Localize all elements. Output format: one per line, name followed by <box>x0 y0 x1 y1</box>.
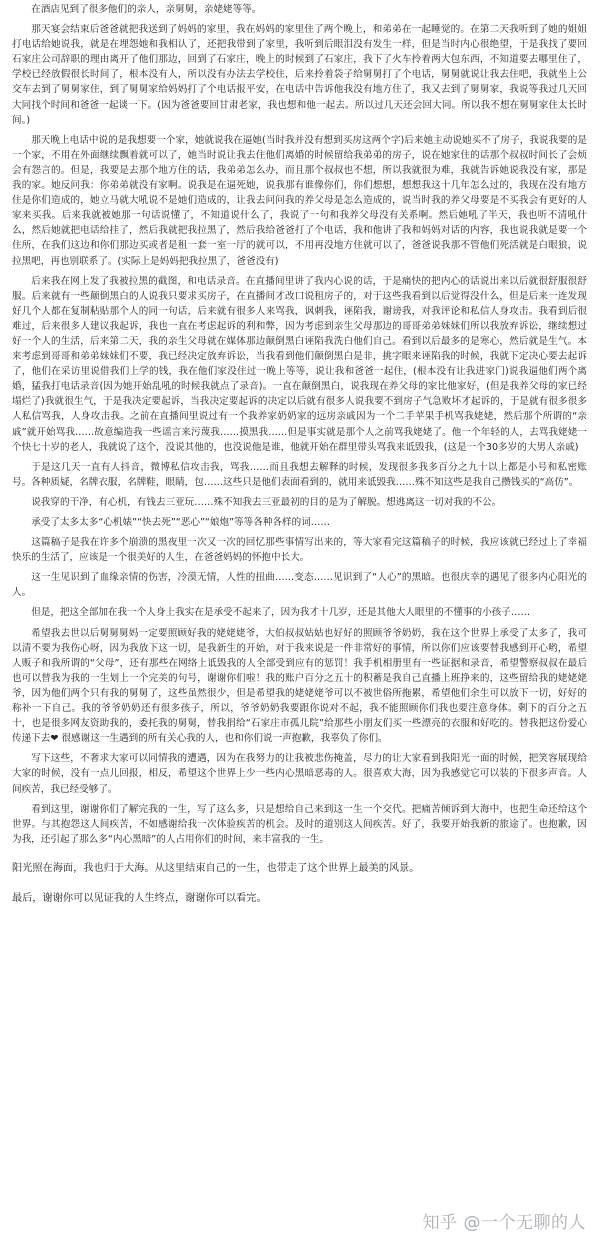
paragraph: 后来我在网上发了我被拉黑的截图，和电话录音。在直播间里讲了我内心说的话，于是痛快的把内心的话说出来以后就很舒服很舒服。后来就有一些颠倒黑白的人说我只要求买房子，在直播间才改口说租房子的，对于这些我看到以后觉得没什么，但是后来一连发现好几个人都在复制粘贴那个人的同一句话，后来就有很多人来骂我，讽刺我，诬陷我，谢谤我，对我评论和私信人身攻击。我看到后很难过，后来很多人建议我起诉，我也一直在考虑起诉的利和弊，因为考虑到亲生父母那边的哥哥弟弟妹妹们所以我放弃诉讼，继续想过好一个人的生活，后来第二天，我的亲生父母就在媒体那边颠倒黑白诬陷我洗白他们自己。看到以后最多的是寒心，然后就是生气。本来考虑到哥哥和弟弟妹妹们不要，我已经决定放弃诉讼，当我看到他们颠倒黑白是非，挑字眼来诬陷我的时候，我就下定决心要去起诉了，他们在采访里说借我们上学的钱，我在他们家没住过一晚上等等，说让我和爸爸一起住，(根本没有让我进家门)说我逼他们两个离婚，猛我打电话录音(因为她开始乱吼的时候我就点了录音)。一直在颠倒黑白，说我现在养父母的家比他家好，(但是我养父母的家已经塌烂了)我就很生气，于是我决定要起诉，当我决定要起诉的决定以后就有很多人说我要不到房子气急败坏才起诉的，于是就有很多很多人私信骂我，人身攻击我。之前在直播间里说过有一个我养家奶奶家的远房亲戚因为一个二手苹果手机骂我姥姥，然后那个所谓的“亲戚”就开始骂我……故意编造我一些谣言来污蔑我……摸黑我……但是事实就是那个人之前骂我姥姥了。他一个年轻的人，去骂我姥姥一个快七十岁的老人，我就说了这个，没说其他的，也没说他是谁，他就开始在群里带头骂我来诋毁我，(这是一个30多岁的大男人亲戚) <box>12 275 587 453</box>
document-body <box>12 2 587 912</box>
paragraph: 看到这里，谢谢你们了解完我的一生，写了这么多，只是想给自己来到这一生一个交代。把痛苦倾诉到大海中，也把生命还给这个世界。与其抱怨这人间疾苦，不如感谢给我一次体验疾苦的机会。及时的道别这人间疾苦。好了，我要开始我新的旅途了。也抱歉，因为我，还引起了那么多“内心黑暗”的人占用你们的时间，来丰富我的一生。 <box>12 803 587 845</box>
paragraph: 希望我去世以后舅舅舅妈一定要照顾好我的姥姥姥爷，大伯叔叔姑姑也好好的照顾爷爷奶奶，我在这个世界上承受了太多了，我可以清不要为我伤心呀，因为我放下这一切，是我新生的开始，对于我来说是一件非常好的事情，所以你们应该要替我感到开心哟，希望人贩子和我所谓的“父母”，还有那些在网络上诋毁我的人全部受到应有的惩罚！我手机相册里有一些证据和录音，希望警察叔叔在最后也可以替我为我的一生划上一个完美的句号，谢谢你们啦！我的账户百分之五十的积蓄是我自己直播上班挣来的，这些留给我的姥姥姥爷，因为他们两个只有我的舅舅了，这些虽然很少，但是希望我的姥姥姥爷可以不被世俗所拖累，希望他们余生可以放下一切，好好的称补一下自己。我的爷爷奶奶还有很多孩子，所以，爷爷奶奶我要跟你说对不起，我不能照顾你们我也要注意身体。剩下的百分之五十，也是很多网友资助我的，委托我的舅舅，替我捐给“石家庄市孤儿院”给那些小朋友们买一些漂亮的衣服和好吃的。替我把这份爱心传递下去❤ 很感谢这一生遇到的所有关心我的人，也和你们说一声抱歉，我辜负了你们。 <box>12 627 587 745</box>
paragraph: 那天宴会结束后爸爸就把我送到了妈妈的家里，我在妈妈的家里住了两个晚上，和弟弟在一起睡觉的。在第二天我听到了她的姐姐打电话给她说我，就是在埋怨她和我相认了，还把我带到了家里，我听到后眼泪没有发生一样，但是当时内心很绝望，于是我找了要回石家庄公司辞职的理由离开了他们那边，回到了石家庄，晚上的时候到了石家庄，我下了火车拎着两大包东西，不知道要去哪里住了，学校已经放假很长时间了，根本没有人，所以没有办法去学校住，后来拎着袋子给舅舅打了个电话，舅舅就说让我去住吧，我就坐上公交车去到了舅舅家住，到了舅舅家给妈妈打了个电话报平安，在电话中告诉他我没有地方住了，我又去到了舅舅家，我说等我过几天回大同找个时间和爸爸一起谈一下。(因为爸爸要回甘肃老家，我也想和他一起去。所以过几天还会回大同。所以我不想在舅舅家住太长时间。) <box>12 24 587 126</box>
closing-line: 最后，谢谢你可以见证我的人生终点，谢谢你可以看完。 <box>12 892 267 904</box>
paragraph: 写下这些，不奢求大家可以同情我的遭遇，因为在我努力的让我被悲伤掩盖，尽力的让大家看到我阳光一面的时候，把笑容展现给大家的时候，没有一点儿回报，相反，希望这个世界上少一些内心黑暗恶毒的人。很喜欢大海，因为我感觉它可以装的下很多声音。人间疾苦，我已经受够了。 <box>12 753 587 795</box>
closing-line: 阳光照在海面，我也归于大海。从这里结束自己的一生，也带走了这个世界上最美的风景。 <box>12 862 420 874</box>
spacer <box>12 882 587 890</box>
zhihu-watermark: 知乎 @一个无聊的人 <box>422 1213 586 1233</box>
paragraph: 于是这几天一直有人抖音，微博私信攻击我，骂我……而且我想去解释的时候，发现很多我多百分之九十以上都是小号和私密账号。各种质疑，名牌衣服，名牌鞋，眼睛，包……这些只是他们表面看到的，就用来诋毁我……殊不知这些是我自己攒钱买的“高仿”。 <box>12 461 587 488</box>
paragraph: 这篇稿子是我在许多个崩溃的黑夜里一次又一次的回忆那些事情写出来的，等大家看完这篇稿子的时候，我应该就已经过上了幸福快乐的生活了，应该是一个很美好的人生，在爸爸妈妈的怀抱中长大。 <box>12 537 587 564</box>
paragraph: 但是，把这全部加在我一个人身上我实在是承受不起来了，因为我才十几岁，还是其他大人眼里的不懂事的小孩子…… <box>31 607 531 619</box>
spacer <box>12 852 587 860</box>
paragraph: 这一生见识到了血缘亲情的伤害，冷漠无情，人性的扭曲……变态……见识到了“人心”的黑暗。也很庆幸的遇见了很多内心阳光的人。 <box>12 572 587 599</box>
paragraph: 说我穿的干净，有心机，有钱去三亚玩……殊不知我去三亚最初的目的是为了解脱。想逃离这一切对我的不公。 <box>31 496 502 508</box>
paragraph: 承受了太多太多“心机婊”“快去死”“恶心”“娘炮”等等各种各样的词…… <box>31 517 330 528</box>
paragraph: 那天晚上电话中说的是我想要一个家，她就说我在逼她(当时我并没有想到买房这两个字)后来她主动说她买不了房子，我说我要的是一个家，不用在外面继续飘着就可以了，她当时说让我去住他们离婚的时候留给我弟弟的房子，说在她家住的话那个叔叔时间长了会烦会有怨言的。但是，我要是去那个地方住的话，我弟弟怎么办，而且那个叔叔也不想，所以我就很为难，我就告诉她说我没有家，那是我的家。她反问我：你弟弟就没有家啊。说我是在逼死她，说我那有谁像你们，你们想想，想想我这十几年怎么过的，我现在没有地方住是你们造成的，她立马就大吼说不是她们造成的，让我去问问我的养父母是怎么造成的，说当时我的养父母要是不买我会有更好的人家来买我。后来我就被她那一句话说懂了，不知道说什么了，我说了一句和我养父母没有关系啊。然后她吼了半天，我也听不清吼什么，然后她就把电话给挂了，然后我就把我拉黑了，然后我给爸爸打了个电话，我和他讲了我和妈妈对话的内容，我也说我就是要一个住所，在我们这边和你们那边买或者是租一套一室一厅的就可以，不用再没地方住就可以了，爸爸说我那不管他们死活就是白眼狼，说拉黑吧，再也别联系了。(实际上是妈妈把我拉黑了，爸爸没有) <box>12 134 587 267</box>
paragraph: 在酒店见到了很多他们的亲人，亲舅舅，亲姥姥等等。 <box>31 4 262 15</box>
